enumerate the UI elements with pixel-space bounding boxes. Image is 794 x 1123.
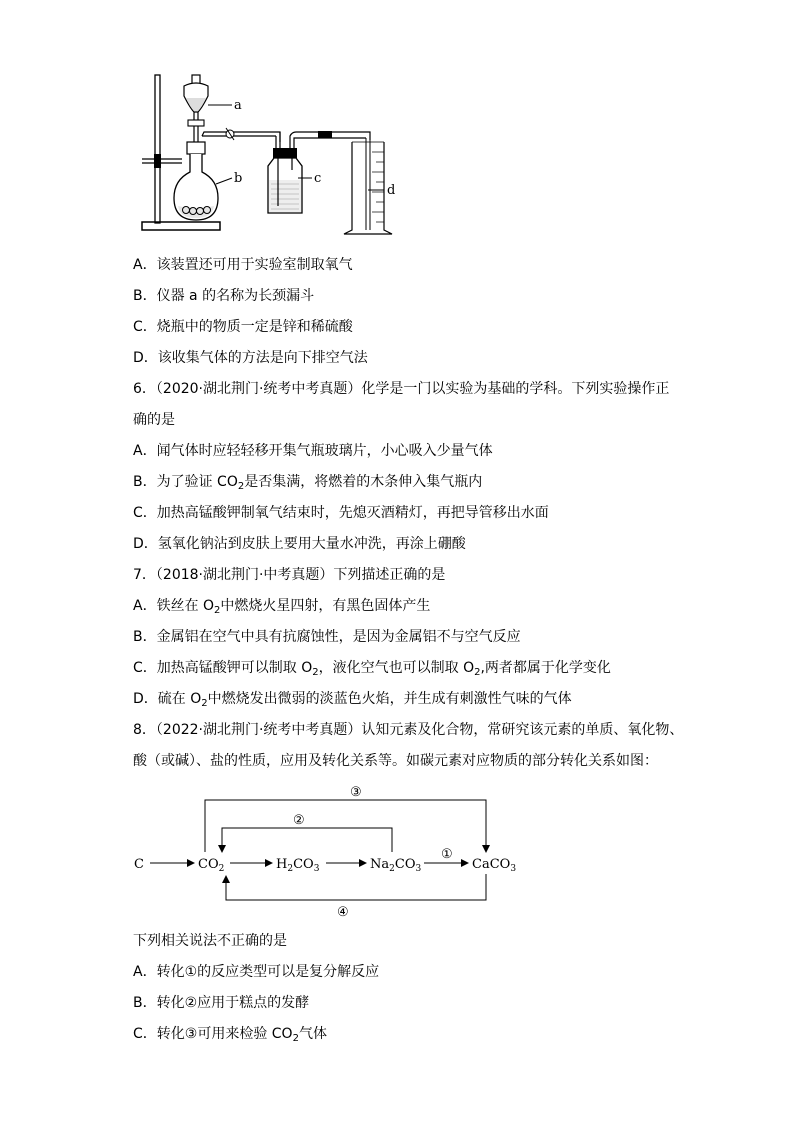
q5-option-b: B．仪器 a 的名称为长颈漏斗 xyxy=(133,288,315,304)
carbon-conversion-diagram xyxy=(130,780,550,920)
gas-generation-apparatus-figure xyxy=(140,70,420,240)
q7-option-b: B．金属铝在空气中具有抗腐蚀性，是因为金属铝不与空气反应 xyxy=(133,629,521,645)
q7-option-a: A．铁丝在 $O_2$中燃烧火星四射，有黑色固体产生 xyxy=(133,598,431,616)
q8-option-a: A．转化①的反应类型可以是复分解反应 xyxy=(133,964,380,980)
node-co2: $CO_2$ xyxy=(198,857,225,874)
node-na2co3: $Na_2CO_3$ xyxy=(370,857,422,874)
wash-bottle-c xyxy=(268,148,312,213)
clamp-knob xyxy=(154,154,161,168)
arrow-route-3 xyxy=(205,800,486,852)
arrow-route-4 xyxy=(226,874,486,900)
q6-option-a: A．闻气体时应轻轻移开集气瓶玻璃片，小心吸入少量气体 xyxy=(133,443,493,459)
label-a: a xyxy=(234,98,242,113)
q8-option-c: C．转化③可用来检验 $CO_2$气体 xyxy=(133,1026,327,1044)
route-label-2: ② xyxy=(293,813,305,828)
stand-rod xyxy=(155,75,160,223)
label-c: c xyxy=(314,171,322,186)
q6-stem-line1: 6．（2020·湖北荆门·统考中考真题）化学是一门以实验为基础的学科。下列实验操作正 xyxy=(133,381,670,397)
q6-stem-line2: 确的是 xyxy=(133,412,175,428)
q8-stem-line2: 酸（或碱）、盐的性质，应用及转化关系等。如碳元素对应物质的部分转化关系如图： xyxy=(133,753,658,769)
q7-option-c: C．加热高锰酸钾可以制取 $O_2$，液化空气也可以制取 $O_2$,两者都属于化学变化 xyxy=(133,660,611,678)
q7-option-d: D．硫在 $O_2$中燃烧发出微弱的淡蓝色火焰，并生成有刺激性气味的气体 xyxy=(133,691,572,709)
q5-option-d: D．该收集气体的方法是向下排空气法 xyxy=(133,350,368,366)
label-b: b xyxy=(234,171,243,186)
label-d: d xyxy=(387,183,396,198)
flask-stopper xyxy=(187,142,205,154)
q5-option-a: A．该装置还可用于实验室制取氧气 xyxy=(133,257,353,273)
node-caco3: CaCO$_3$ xyxy=(472,857,517,874)
arrow-route-2 xyxy=(222,828,392,852)
q6-option-c: C．加热高锰酸钾制氧气结束时，先熄灭酒精灯，再把导管移出水面 xyxy=(133,505,549,521)
route-label-1: ① xyxy=(441,847,453,862)
q5-option-c: C．烧瓶中的物质一定是锌和稀硫酸 xyxy=(133,319,353,335)
round-bottom-flask-b xyxy=(174,154,232,220)
separatory-funnel-a xyxy=(184,75,232,145)
node-c: C xyxy=(134,857,144,872)
q8-stem-line1: 8．（2022·湖北荆门·统考中考真题）认知元素及化合物，常研究该元素的单质、氧化物、 xyxy=(133,722,684,738)
graduated-cylinder-d xyxy=(344,142,392,234)
stand-base xyxy=(142,222,220,230)
q7-stem: 7．（2018·湖北荆门·中考真题）下列描述正确的是 xyxy=(133,567,446,583)
route-label-4: ④ xyxy=(337,905,349,920)
q6-option-b: B．为了验证 $CO_2$是否集满，将燃着的木条伸入集气瓶内 xyxy=(133,474,483,492)
node-h2co3: $H_2CO_3$ xyxy=(276,857,320,874)
route-label-3: ③ xyxy=(350,785,362,800)
q6-option-d: D．氢氧化钠沾到皮肤上要用大量水冲洗，再涂上硼酸 xyxy=(133,536,466,552)
q8-ask: 下列相关说法不正确的是 xyxy=(133,933,287,949)
q8-option-b: B．转化②应用于糕点的发酵 xyxy=(133,995,310,1011)
